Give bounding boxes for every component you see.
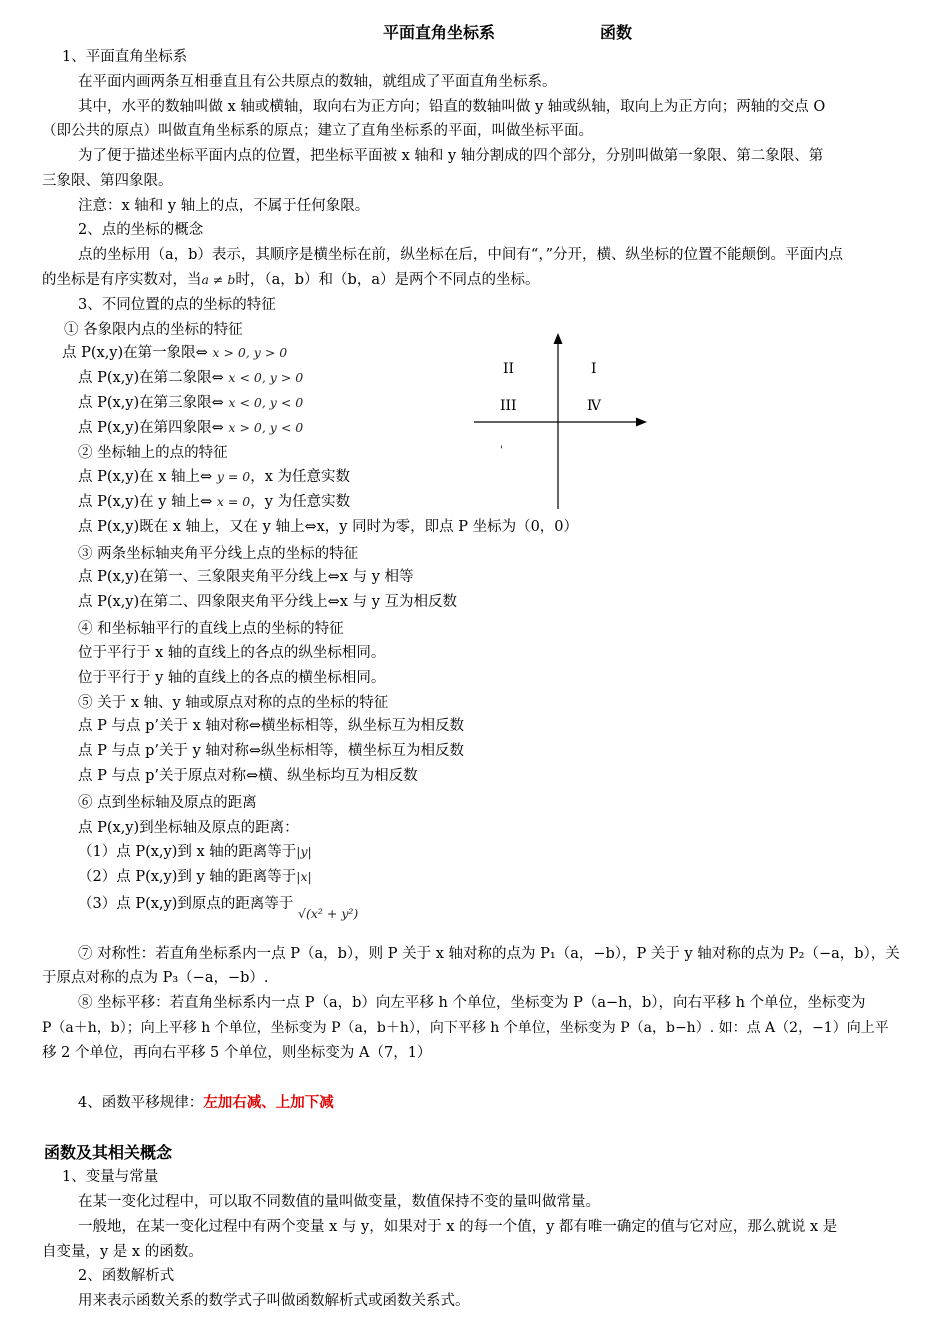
paragraph: 为了便于描述坐标平面内点的位置，把坐标平面被 x 轴和 y 轴分割成的四个部分，分别叫做第一象限、第二象限、第 — [78, 148, 824, 164]
paragraph: 自变量，y 是 x 的函数。 — [42, 1244, 203, 1260]
text: 点 P(x,y)在第二象限⇔ — [78, 370, 224, 386]
distance-rule — [78, 867, 312, 887]
quadrant-1-label: I — [591, 361, 597, 377]
paragraph: 其中，水平的数轴叫做 x 轴或横轴，取向右为正方向；铅直的数轴叫做 y 轴或纵轴，取向上为正方向；两轴的交点 O — [78, 99, 826, 115]
quadrant-rule — [62, 343, 287, 363]
subheading: ① 各象限内点的坐标的特征 — [64, 322, 243, 338]
math-expr: x < 0, y > 0 — [228, 370, 304, 385]
symmetry-rule: 点 P 与点 p’关于 y 轴对称⇔纵坐标相等，横坐标互为相反数 — [78, 743, 465, 759]
math-expr: x > 0, y < 0 — [228, 420, 304, 435]
text: 4、函数平移规律： — [78, 1095, 204, 1111]
paragraph: 在某一变化过程中，可以取不同数值的量叫做变量，数值保持不变的量叫做常量。 — [78, 1194, 600, 1210]
subheading: ④ 和坐标轴平行的直线上点的坐标的特征 — [78, 621, 344, 637]
subheading: ② 坐标轴上的点的特征 — [78, 445, 228, 461]
parallel-rule: 位于平行于 y 轴的直线上的各点的横坐标相同。 — [78, 670, 386, 686]
paragraph: P（a＋h，b）；向上平移 h 个单位，坐标变为 P（a，b＋h），向下平移 h 个单位，坐标变为 P（a，b−h）. 如：点 A（2，−1）向上平 — [42, 1020, 889, 1036]
paragraph — [42, 270, 539, 290]
quadrant-rule — [78, 393, 303, 413]
text: （2）点 P(x,y)到 y 轴的距离等于 — [78, 869, 297, 885]
text: ，y 为任意实数 — [250, 494, 351, 510]
text: 点 P(x,y)在第一象限⇔ — [62, 345, 208, 361]
section-3-heading: 3、不同位置的点的坐标的特征 — [78, 297, 276, 313]
quadrant-rule — [78, 418, 303, 438]
text: 的坐标是有序实数对，当 — [42, 272, 202, 288]
quadrant-rule — [78, 368, 303, 388]
title-left: 平面直角坐标系 — [383, 23, 496, 42]
coordinate-axes-diagram — [470, 333, 655, 513]
text: 点 P(x,y)在 y 轴上⇔ — [78, 494, 213, 510]
stray-mark: ' — [500, 445, 503, 456]
math-expr: √(x² + y²) — [298, 906, 359, 921]
text: 点 P(x,y)在第四象限⇔ — [78, 420, 224, 436]
subheading: 1、变量与常量 — [62, 1169, 159, 1185]
paragraph: 注意：x 轴和 y 轴上的点，不属于任何象限。 — [78, 198, 370, 214]
bisector-rule: 点 P(x,y)在第一、三象限夹角平分线上⇔x 与 y 相等 — [78, 569, 414, 585]
parallel-rule: 位于平行于 x 轴的直线上的各点的纵坐标相同。 — [78, 645, 386, 661]
x-axis-arrow — [636, 418, 647, 427]
math-expr: y = 0 — [216, 469, 251, 484]
highlight-rule: 左加右减、上加下减 — [203, 1094, 334, 1111]
title-right: 函数 — [600, 23, 633, 42]
paragraph: （即公共的原点）叫做直角坐标系的原点；建立了直角坐标系的平面，叫做坐标平面。 — [42, 123, 593, 139]
math-expr: x > 0, y > 0 — [212, 345, 288, 360]
distance-rule — [78, 894, 359, 921]
section-4-heading — [78, 1093, 334, 1113]
y-axis-arrow — [554, 333, 563, 344]
paragraph: 移 2 个单位，再向右平移 5 个单位，则坐标变为 A（7，1） — [42, 1045, 432, 1061]
distance-intro: 点 P(x,y)到坐标轴及原点的距离： — [78, 820, 299, 836]
math-expr: |y| — [296, 844, 312, 859]
symmetry-rule: 点 P 与点 p’关于 x 轴对称⇔横坐标相等，纵坐标互为相反数 — [78, 718, 465, 734]
quadrant-3-label: III — [500, 398, 517, 414]
axis-rule — [78, 492, 350, 512]
math-expr: a ≠ b — [201, 272, 236, 287]
symmetry-rule: 点 P 与点 p’关于原点对称⇔横、纵坐标均互为相反数 — [78, 768, 418, 784]
paragraph: 用来表示函数关系的数学式子叫做函数解析式或函数关系式。 — [78, 1293, 470, 1309]
quadrant-2-label: II — [503, 361, 515, 377]
text: （3）点 P(x,y)到原点的距离等于 — [78, 896, 294, 912]
paragraph: 三象限、第四象限。 — [42, 173, 173, 189]
bisector-rule: 点 P(x,y)在第二、四象限夹角平分线上⇔x 与 y 互为相反数 — [78, 594, 458, 610]
text: 点 P(x,y)在第三象限⇔ — [78, 395, 224, 411]
paragraph: 在平面内画两条互相垂直且有公共原点的数轴，就组成了平面直角坐标系。 — [78, 74, 557, 90]
text: （1）点 P(x,y)到 x 轴的距离等于 — [78, 844, 297, 860]
section-1-heading: 1、平面直角坐标系 — [62, 49, 188, 65]
axis-rule: 点 P(x,y)既在 x 轴上，又在 y 轴上⇔x，y 同时为零，即点 P 坐标为（0，0） — [78, 519, 579, 535]
subheading: ③ 两条坐标轴夹角平分线上点的坐标的特征 — [78, 546, 359, 562]
paragraph: ⑧ 坐标平移：若直角坐标系内一点 P（a，b）向左平移 h 个单位，坐标变为 P（a−h，b），向右平移 h 个单位，坐标变为 — [78, 995, 866, 1011]
paragraph: 于原点对称的点为 P₃（−a，−b）. — [42, 970, 269, 986]
math-expr: x = 0 — [216, 494, 251, 509]
paragraph: ⑦ 对称性：若直角坐标系内一点 P（a，b），则 P 关于 x 轴对称的点为 P₁（a，−b），P 关于 y 轴对称的点为 P₂（−a，b），关 — [78, 946, 900, 962]
quadrant-4-label: Ⅳ — [587, 398, 601, 414]
subheading: 2、函数解析式 — [78, 1268, 175, 1284]
section-2-heading: 2、点的坐标的概念 — [78, 222, 204, 238]
distance-rule — [78, 842, 312, 862]
math-expr: x < 0, y < 0 — [228, 395, 304, 410]
text: ，x 为任意实数 — [250, 469, 351, 485]
subheading: ⑥ 点到坐标轴及原点的距离 — [78, 795, 257, 811]
section-title-function: 函数及其相关概念 — [44, 1143, 173, 1162]
paragraph: 一般地，在某一变化过程中有两个变量 x 与 y，如果对于 x 的每一个值，y 都有唯一确定的值与它对应，那么就说 x 是 — [78, 1219, 838, 1235]
subheading: ⑤ 关于 x 轴、y 轴或原点对称的点的坐标的特征 — [78, 695, 389, 711]
math-expr: |x| — [296, 869, 312, 884]
paragraph: 点的坐标用（a，b）表示，其顺序是横坐标在前，纵坐标在后，中间有“，”分开，横、纵坐标的位置不能颠倒。平面内点 — [78, 247, 843, 263]
axis-rule — [78, 467, 350, 487]
text: 点 P(x,y)在 x 轴上⇔ — [78, 469, 213, 485]
text: 时，（a，b）和（b，a）是两个不同点的坐标。 — [235, 272, 540, 288]
